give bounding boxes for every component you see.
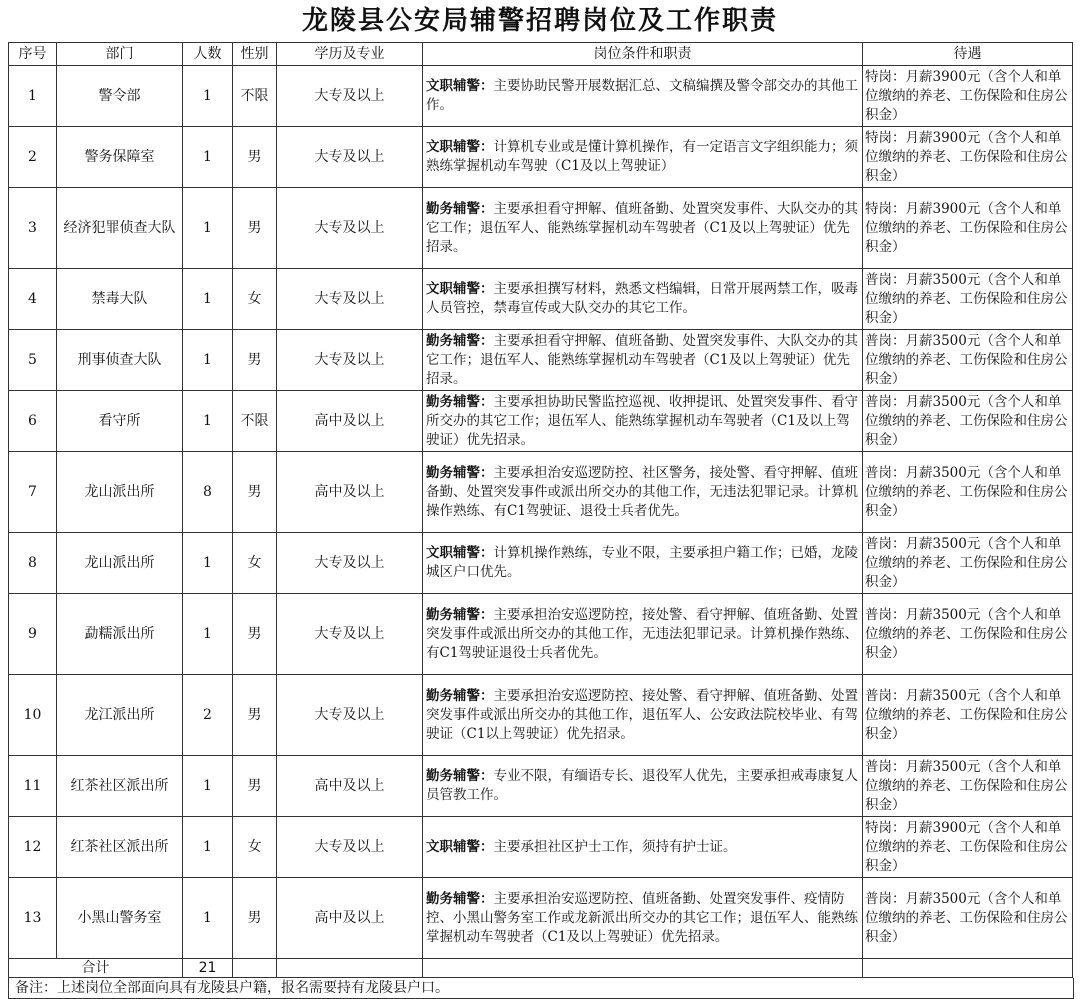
row-seq: 11 xyxy=(9,756,57,817)
row-role: 勤务辅警： xyxy=(426,606,494,623)
row-seq: 7 xyxy=(9,452,57,533)
row-role: 勤务辅警： xyxy=(426,687,494,704)
row-pay: 特岗：月薪3900元（含个人和单位缴纳的养老、工伤保险和住房公积金） xyxy=(863,817,1073,878)
row-pay: 普岗：月薪3500元（含个人和单位缴纳的养老、工伤保险和住房公积金） xyxy=(863,533,1073,594)
row-gender: 不限 xyxy=(233,66,277,127)
table-row xyxy=(9,66,1073,127)
row-duty xyxy=(423,878,863,959)
row-role: 勤务辅警： xyxy=(426,768,494,784)
row-duty-text: 主要承担看守押解、值班备勤、处置突发事件、大队交办的其它工作；退伍军人、能熟练掌握机动车驾驶者（C1及以上驾驶证）优先招录。 xyxy=(426,332,858,387)
row-gender: 男 xyxy=(233,675,277,756)
table-row xyxy=(9,127,1073,188)
row-role: 勤务辅警： xyxy=(426,890,494,907)
header-count: 人数 xyxy=(183,43,233,66)
table-row xyxy=(9,594,1073,675)
row-pay: 普岗：月薪3500元（含个人和单位缴纳的养老、工伤保险和住房公积金） xyxy=(863,756,1073,817)
row-duty-text: 主要承担治安巡逻防控，接处警、看守押解、值班备勤、处置突发事件或派出所交办的其他工作，无违法犯罪记录。计算机操作熟练、有C1驾驶证退役士兵者优先。 xyxy=(426,606,858,661)
total-empty-duty xyxy=(423,959,863,978)
header-seq: 序号 xyxy=(9,43,57,66)
row-pay: 普岗：月薪3500元（含个人和单位缴纳的养老、工伤保险和住房公积金） xyxy=(863,269,1073,330)
total-empty-edu xyxy=(277,959,423,978)
row-dept: 看守所 xyxy=(57,391,183,452)
row-count: 1 xyxy=(183,391,233,452)
row-edu: 大专及以上 xyxy=(277,675,423,756)
table-row xyxy=(9,188,1073,269)
row-seq: 9 xyxy=(9,594,57,675)
row-gender: 男 xyxy=(233,330,277,391)
row-duty xyxy=(423,452,863,533)
row-edu: 高中及以上 xyxy=(277,452,423,533)
row-edu: 大专及以上 xyxy=(277,594,423,675)
row-count: 1 xyxy=(183,330,233,391)
row-gender: 男 xyxy=(233,756,277,817)
row-dept: 勐糯派出所 xyxy=(57,594,183,675)
row-duty-text: 主要承担治安巡逻防控、值班备勤、处置突发事件、疫情防控、小黑山警务室工作或龙新派出所交办的其它工作；退伍军人、能熟练掌握机动车驾驶者（C1及以上驾驶证）优先招录。 xyxy=(426,890,858,945)
row-seq: 6 xyxy=(9,391,57,452)
table-row xyxy=(9,756,1073,817)
row-duty-text: 主要承担社区护士工作，须持有护士证。 xyxy=(493,838,737,855)
row-dept: 经济犯罪侦查大队 xyxy=(57,188,183,269)
row-count: 1 xyxy=(183,127,233,188)
recruitment-table xyxy=(8,42,1073,978)
row-count: 1 xyxy=(183,269,233,330)
row-count: 1 xyxy=(183,594,233,675)
row-count: 1 xyxy=(183,533,233,594)
footnote: 备注：上述岗位全部面向具有龙陵县户籍，报名需要持有龙陵县户口。 xyxy=(8,978,1074,999)
total-label: 合计 xyxy=(9,959,183,978)
row-gender: 女 xyxy=(233,533,277,594)
row-dept: 小黑山警务室 xyxy=(57,878,183,959)
row-edu: 大专及以上 xyxy=(277,533,423,594)
row-dept: 龙山派出所 xyxy=(57,533,183,594)
row-seq: 5 xyxy=(9,330,57,391)
row-duty xyxy=(423,66,863,127)
row-role: 文职辅警： xyxy=(426,281,494,297)
row-gender: 男 xyxy=(233,594,277,675)
header-edu: 学历及专业 xyxy=(277,43,423,66)
row-gender: 男 xyxy=(233,127,277,188)
header-pay: 待遇 xyxy=(863,43,1073,66)
row-duty xyxy=(423,675,863,756)
row-count: 1 xyxy=(183,878,233,959)
row-role: 勤务辅警： xyxy=(426,393,494,410)
row-seq: 12 xyxy=(9,817,57,878)
row-dept: 禁毒大队 xyxy=(57,269,183,330)
row-duty-text: 主要承担治安巡逻防控、接处警、看守押解、值班备勤、处置突发事件或派出所交办的其他工作，退伍军人、公安政法院校毕业、有驾驶证（C1以上驾驶证）优先招录。 xyxy=(426,687,858,742)
row-seq: 8 xyxy=(9,533,57,594)
row-pay: 普岗：月薪3500元（含个人和单位缴纳的养老、工伤保险和住房公积金） xyxy=(863,330,1073,391)
row-seq: 13 xyxy=(9,878,57,959)
row-edu: 大专及以上 xyxy=(277,66,423,127)
row-edu: 大专及以上 xyxy=(277,330,423,391)
row-seq: 2 xyxy=(9,127,57,188)
row-edu: 大专及以上 xyxy=(277,269,423,330)
row-duty xyxy=(423,391,863,452)
row-count: 8 xyxy=(183,452,233,533)
table-row xyxy=(9,878,1073,959)
row-duty-text: 主要承担撰写材料，熟悉文档编辑，日常开展两禁工作，吸毒人员管控，禁毒宣传或大队交办的其它工作。 xyxy=(426,281,858,316)
row-duty xyxy=(423,127,863,188)
row-dept: 刑事侦查大队 xyxy=(57,330,183,391)
row-duty xyxy=(423,269,863,330)
row-seq: 4 xyxy=(9,269,57,330)
row-duty xyxy=(423,594,863,675)
row-edu: 高中及以上 xyxy=(277,391,423,452)
row-gender: 女 xyxy=(233,269,277,330)
header-dept: 部门 xyxy=(57,43,183,66)
table-row xyxy=(9,675,1073,756)
row-count: 1 xyxy=(183,756,233,817)
row-role: 文职辅警： xyxy=(426,545,494,561)
row-pay: 特岗：月薪3900元（含个人和单位缴纳的养老、工伤保险和住房公积金） xyxy=(863,127,1073,188)
table-row xyxy=(9,269,1073,330)
row-pay: 普岗：月薪3500元（含个人和单位缴纳的养老、工伤保险和住房公积金） xyxy=(863,594,1073,675)
header-gender: 性别 xyxy=(233,43,277,66)
row-gender: 不限 xyxy=(233,391,277,452)
row-pay: 特岗：月薪3900元（含个人和单位缴纳的养老、工伤保险和住房公积金） xyxy=(863,188,1073,269)
row-pay: 普岗：月薪3500元（含个人和单位缴纳的养老、工伤保险和住房公积金） xyxy=(863,452,1073,533)
total-count: 21 xyxy=(183,959,233,978)
row-pay: 普岗：月薪3500元（含个人和单位缴纳的养老、工伤保险和住房公积金） xyxy=(863,878,1073,959)
table-row xyxy=(9,330,1073,391)
row-role: 勤务辅警： xyxy=(426,332,494,349)
row-count: 1 xyxy=(183,817,233,878)
row-dept: 红茶社区派出所 xyxy=(57,756,183,817)
row-duty-text: 主要承担协助民警监控巡视、收押提讯、处置突发事件、看守所交办的其它工作；退伍军人、能熟练掌握机动车驾驶者（C1及以上驾驶证）优先招录。 xyxy=(426,393,858,448)
row-duty-text: 主要承担看守押解、值班备勤、处置突发事件、大队交办的其它工作；退伍军人、能熟练掌握机动车驾驶者（C1及以上驾驶证）优先招录。 xyxy=(426,200,858,255)
row-edu: 大专及以上 xyxy=(277,127,423,188)
table-row xyxy=(9,817,1073,878)
row-count: 1 xyxy=(183,66,233,127)
row-gender: 男 xyxy=(233,188,277,269)
total-empty-pay xyxy=(863,959,1073,978)
row-gender: 男 xyxy=(233,878,277,959)
row-seq: 10 xyxy=(9,675,57,756)
row-pay: 普岗：月薪3500元（含个人和单位缴纳的养老、工伤保险和住房公积金） xyxy=(863,391,1073,452)
table-row xyxy=(9,391,1073,452)
row-role: 勤务辅警： xyxy=(426,200,494,217)
row-count: 1 xyxy=(183,188,233,269)
total-row xyxy=(9,959,1073,978)
row-role: 文职辅警： xyxy=(426,139,494,155)
row-dept: 龙江派出所 xyxy=(57,675,183,756)
page-title: 龙陵县公安局辅警招聘岗位及工作职责 xyxy=(301,6,778,36)
row-role: 文职辅警： xyxy=(426,78,494,94)
row-duty-text: 计算机操作熟练，专业不限，主要承担户籍工作；已婚，龙陵城区户口优先。 xyxy=(426,545,858,580)
row-duty xyxy=(423,817,863,878)
table-row xyxy=(9,452,1073,533)
row-gender: 女 xyxy=(233,817,277,878)
row-duty xyxy=(423,188,863,269)
row-duty xyxy=(423,330,863,391)
header-duty: 岗位条件和职责 xyxy=(423,43,863,66)
row-count: 2 xyxy=(183,675,233,756)
row-role: 文职辅警： xyxy=(426,838,494,855)
row-dept: 龙山派出所 xyxy=(57,452,183,533)
row-dept: 红茶社区派出所 xyxy=(57,817,183,878)
row-pay: 特岗：月薪3900元（含个人和单位缴纳的养老、工伤保险和住房公积金） xyxy=(863,66,1073,127)
row-duty-text: 计算机专业或是懂计算机操作，有一定语言文字组织能力；须熟练掌握机动车驾驶（C1及以上驾驶证） xyxy=(426,139,858,174)
row-dept: 警令部 xyxy=(57,66,183,127)
row-duty xyxy=(423,756,863,817)
row-dept: 警务保障室 xyxy=(57,127,183,188)
row-seq: 1 xyxy=(9,66,57,127)
row-seq: 3 xyxy=(9,188,57,269)
row-edu: 高中及以上 xyxy=(277,756,423,817)
row-role: 勤务辅警： xyxy=(426,464,494,481)
row-edu: 高中及以上 xyxy=(277,878,423,959)
row-edu: 大专及以上 xyxy=(277,817,423,878)
total-empty-gender xyxy=(233,959,277,978)
row-duty-text: 主要协助民警开展数据汇总、文稿编撰及警令部交办的其他工作。 xyxy=(426,78,858,113)
row-duty-text: 专业不限，有缅语专长、退役军人优先，主要承担戒毒康复人员管教工作。 xyxy=(426,768,858,803)
row-duty xyxy=(423,533,863,594)
header-row xyxy=(9,43,1073,66)
row-gender: 男 xyxy=(233,452,277,533)
row-duty-text: 主要承担治安巡逻防控、社区警务，接处警、看守押解、值班备勤、处置突发事件或派出所交办的其他工作，无违法犯罪记录。计算机操作熟练、有C1驾驶证、退役士兵者优先。 xyxy=(426,464,858,519)
table-row xyxy=(9,533,1073,594)
row-pay: 普岗：月薪3500元（含个人和单位缴纳的养老、工伤保险和住房公积金） xyxy=(863,675,1073,756)
row-edu: 大专及以上 xyxy=(277,188,423,269)
